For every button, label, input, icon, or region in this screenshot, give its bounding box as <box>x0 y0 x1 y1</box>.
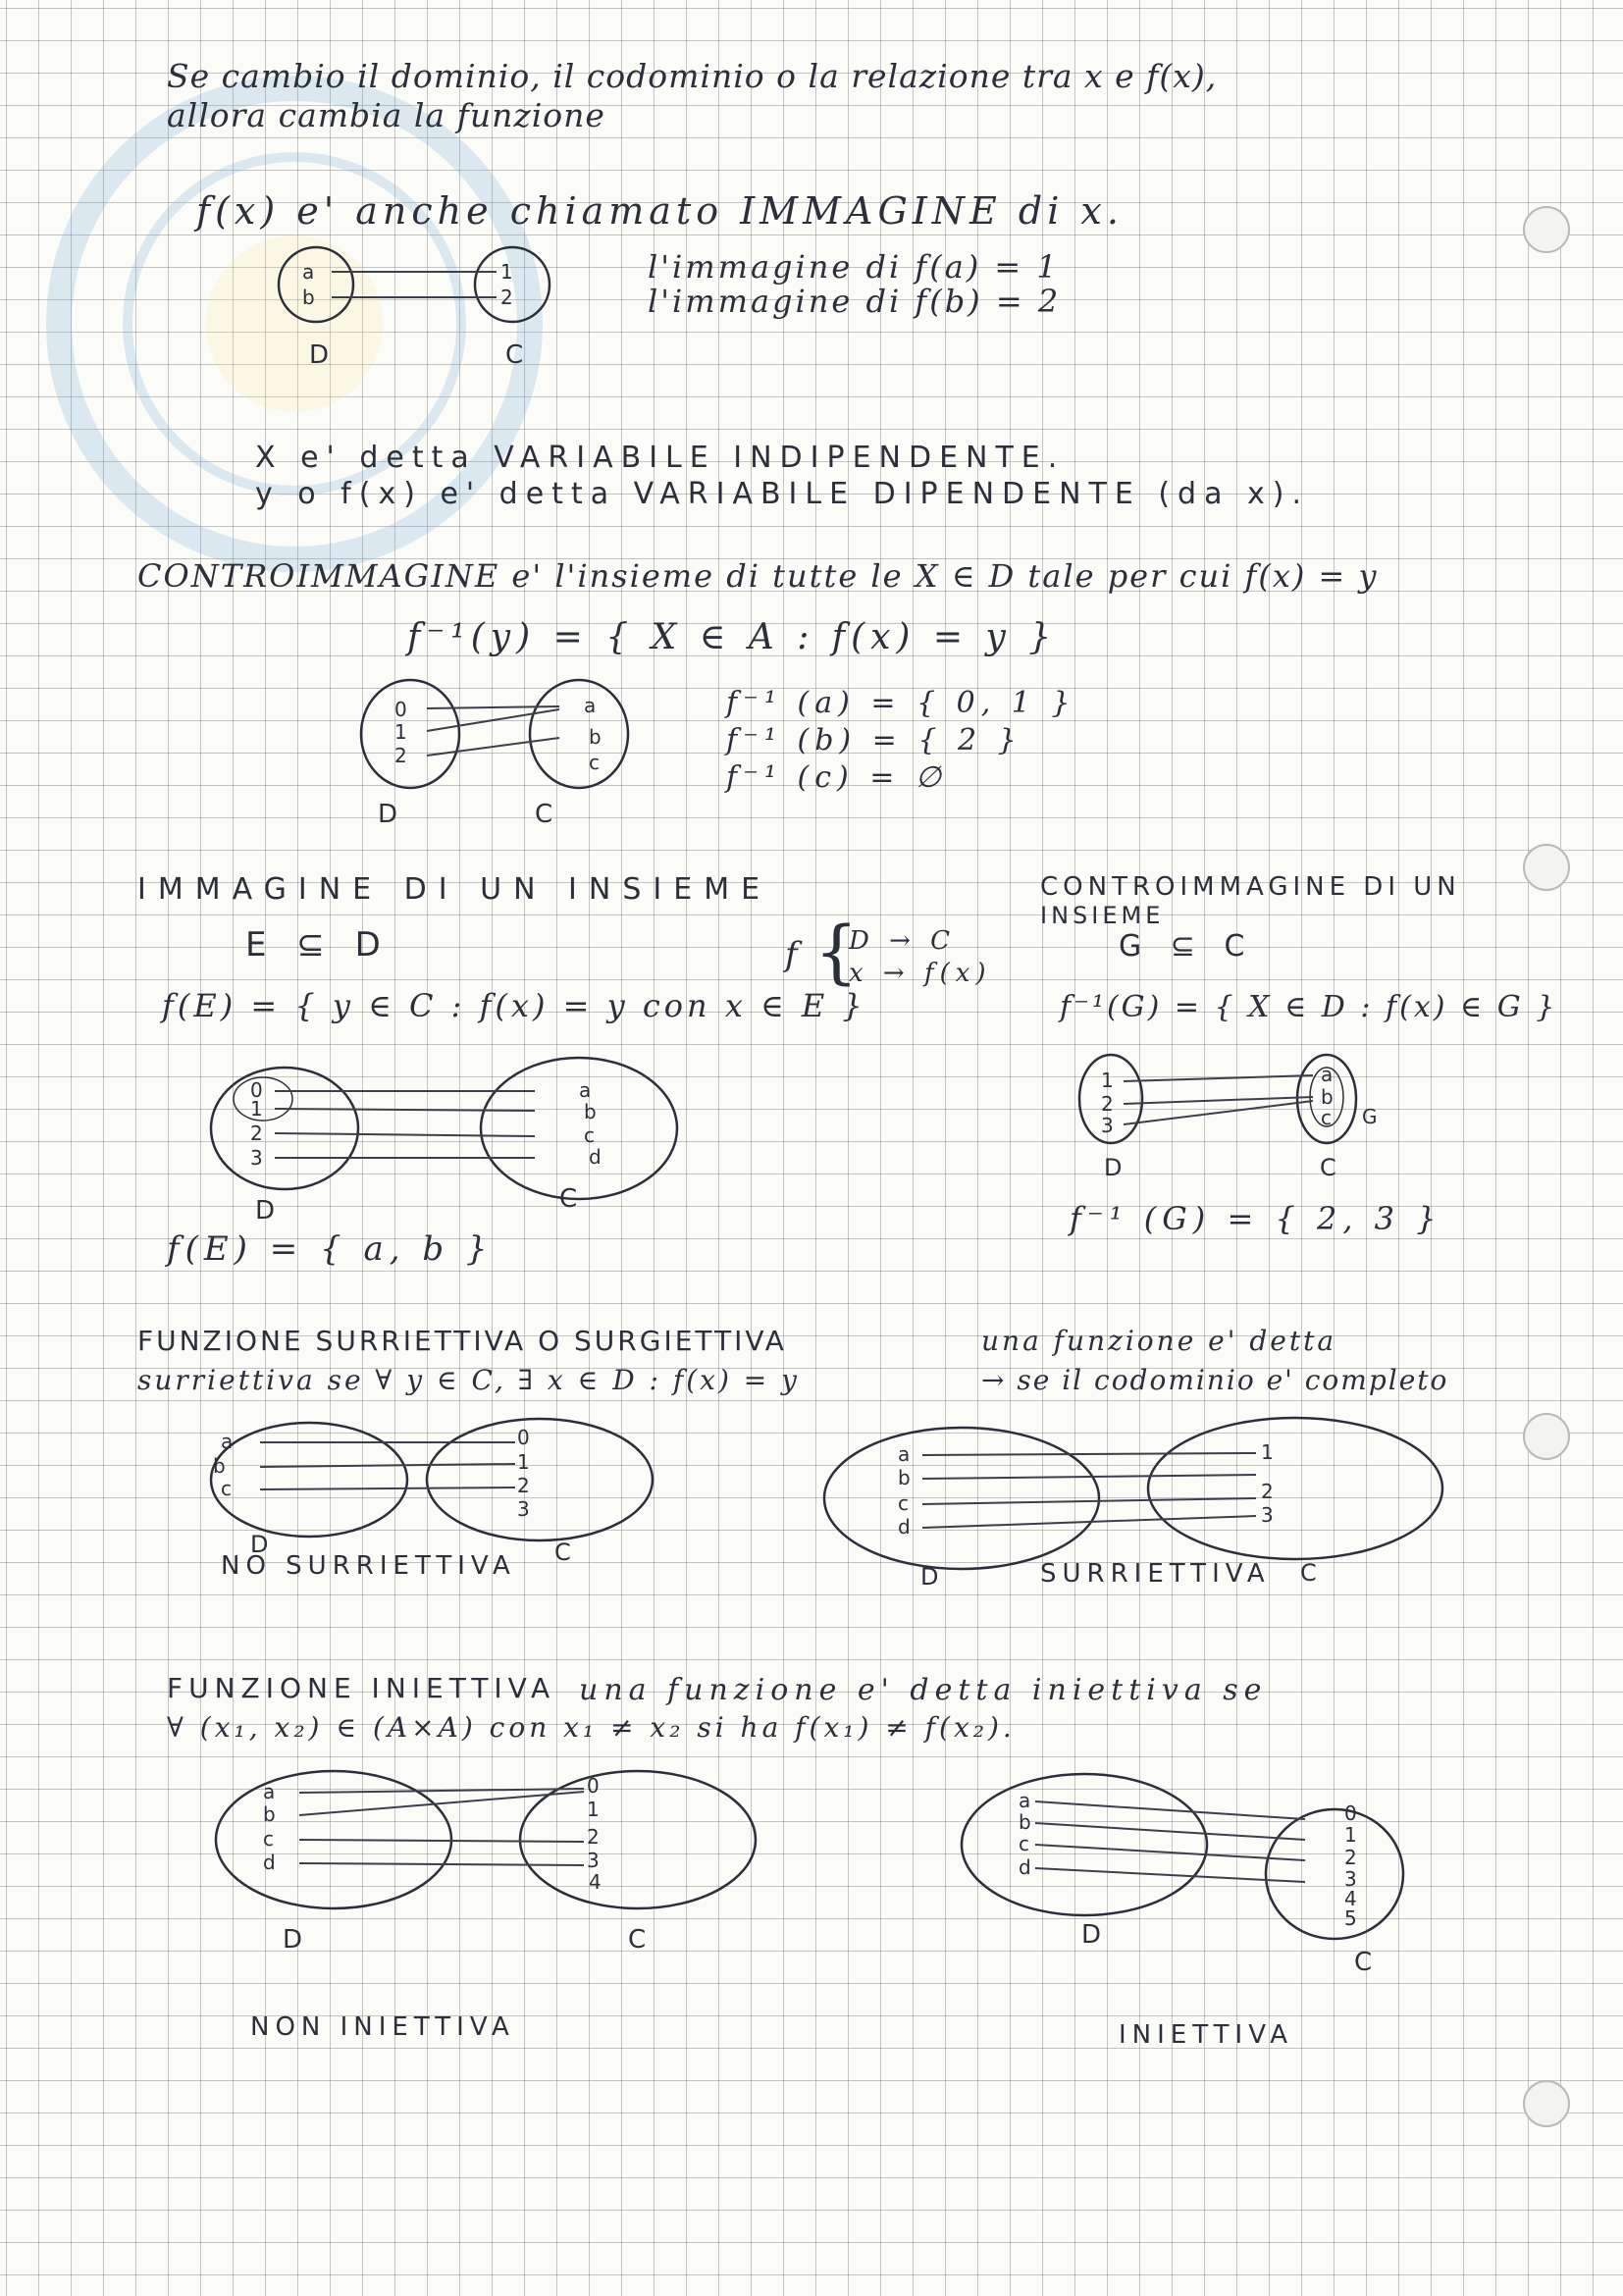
codomain-element: b <box>584 1100 597 1123</box>
controimmagine-row-1: f⁻¹ (a) = { 0, 1 } <box>726 686 1076 720</box>
iniettiva-diagram <box>952 1766 1413 1982</box>
codomain-element: 4 <box>589 1870 602 1894</box>
codomain-element: 3 <box>517 1497 530 1521</box>
codomain-element: 1 <box>500 260 513 284</box>
iniettiva-title: FUNZIONE INIETTIVA <box>167 1672 556 1704</box>
surriettiva-title: FUNZIONE SURRIETTIVA O SURGIETTIVA <box>137 1325 787 1357</box>
intro-line-1: Se cambio il dominio, il codominio o la relazione tra x e f(x), <box>167 57 1218 95</box>
mapping-arrow <box>922 1475 1256 1479</box>
codomain-element: c <box>584 1123 595 1147</box>
codomain-element: 1 <box>1261 1440 1274 1464</box>
function-line-2: x → f(x) <box>849 959 992 988</box>
codomain-element: 0 <box>1344 1801 1357 1825</box>
codomain-label: C <box>628 1925 647 1955</box>
domain-element: 2 <box>250 1122 263 1145</box>
domain-element: b <box>213 1454 226 1478</box>
codomain-set <box>1266 1809 1403 1939</box>
surriettiva-caption: SURRIETTIVA <box>1040 1559 1271 1589</box>
codomain-element: b <box>1321 1085 1334 1109</box>
immagine-insieme-formula: f(E) = { y ∈ C : f(x) = y con x ∈ E } <box>162 987 866 1024</box>
domain-element: 1 <box>394 720 407 744</box>
mapping-arrow <box>299 1840 584 1842</box>
domain-element: 0 <box>394 698 407 721</box>
mapping-arrow <box>922 1498 1256 1504</box>
mapping-arrow <box>275 1109 535 1111</box>
domain-element: c <box>263 1827 274 1851</box>
intro-line-2: allora cambia la funzione <box>167 96 605 134</box>
codomain-set <box>520 1771 756 1908</box>
codomain-set <box>530 680 628 788</box>
codomain-label: C <box>1354 1948 1373 1977</box>
codomain-element: c <box>589 751 600 774</box>
domain-label: D <box>250 1531 269 1558</box>
immagine-insieme-title: IMMAGINE DI UN INSIEME <box>137 872 772 907</box>
mapping-arrow <box>275 1133 535 1136</box>
domain-label: D <box>1104 1154 1123 1181</box>
mapping-arrow <box>1124 1097 1313 1104</box>
iniettiva-caption: INIETTIVA <box>1119 2020 1294 2050</box>
domain-label: D <box>920 1563 939 1591</box>
function-brace: { <box>814 912 859 992</box>
codomain-element: d <box>589 1145 602 1169</box>
codomain-set <box>475 247 550 322</box>
domain-element: a <box>1019 1789 1031 1812</box>
domain-element: a <box>221 1430 234 1453</box>
codomain-element: 2 <box>500 286 513 309</box>
domain-element: d <box>1019 1855 1031 1879</box>
controimmagine-insieme-subset: G ⊆ C <box>1119 929 1255 964</box>
controimmagine-insieme-diagram <box>1070 1050 1423 1187</box>
immagine-diagram <box>265 235 579 373</box>
iniettiva-definition-tail: una funzione e' detta iniettiva se <box>579 1673 1268 1707</box>
mapping-arrow <box>1035 1801 1305 1819</box>
surriettiva-definition: surriettiva se ∀ y ∈ C, ∃ x ∈ D : f(x) = y <box>137 1364 800 1396</box>
domain-label: D <box>309 340 330 370</box>
codomain-label: C <box>535 800 553 829</box>
domain-label: D <box>1081 1920 1102 1950</box>
domain-set <box>824 1428 1099 1569</box>
domain-element: 1 <box>1101 1069 1114 1092</box>
domain-set <box>211 1068 358 1189</box>
controimmagine-formula: f⁻¹(y) = { X ∈ A : f(x) = y } <box>407 617 1058 657</box>
binder-hole-1 <box>1523 206 1570 253</box>
binder-hole-3 <box>1523 1413 1570 1460</box>
domain-set <box>361 680 459 788</box>
non-iniettiva-caption: NON INIETTIVA <box>250 2012 515 2042</box>
codomain-element: a <box>579 1078 592 1102</box>
codomain-element: 5 <box>1344 1906 1357 1930</box>
codomain-element: 0 <box>587 1774 600 1798</box>
function-name: f <box>785 935 804 974</box>
mapping-arrow <box>299 1863 584 1865</box>
non-iniettiva-diagram <box>206 1761 765 1967</box>
domain-element: b <box>302 286 315 309</box>
immagine-insieme-diagram <box>196 1060 707 1226</box>
controimmagine-row-3: f⁻¹ (c) = ∅ <box>726 760 948 795</box>
codomain-label: C <box>505 340 524 370</box>
codomain-element: a <box>584 694 597 717</box>
mapping-arrow <box>260 1464 515 1467</box>
variabile-indipendente: X e' detta VARIABILE INDIPENDENTE. <box>255 441 1066 475</box>
codomain-element: 0 <box>517 1426 530 1449</box>
immagine-definition: f(x) e' anche chiamato IMMAGINE di x. <box>196 189 1124 233</box>
subset-e <box>234 1077 292 1121</box>
codomain-element: 3 <box>587 1849 600 1872</box>
controimmagine-definition: CONTROIMMAGINE e' l'insieme di tutte le X ∈ D tale per cui f(x) = y <box>137 557 1379 595</box>
domain-element: 0 <box>250 1078 263 1102</box>
codomain-element: 2 <box>587 1825 600 1849</box>
domain-element: c <box>898 1491 909 1515</box>
binder-hole-4 <box>1523 2080 1570 2127</box>
mapping-arrow <box>427 706 559 708</box>
codomain-element: 1 <box>587 1798 600 1821</box>
codomain-set <box>1148 1418 1442 1559</box>
mapping-arrow <box>1035 1868 1305 1882</box>
domain-set <box>962 1774 1207 1915</box>
domain-element: b <box>898 1466 911 1489</box>
mapping-arrow <box>299 1789 584 1793</box>
codomain-label: C <box>1300 1559 1317 1587</box>
mapping-arrow <box>427 709 559 731</box>
mapping-arrow <box>1035 1823 1305 1840</box>
domain-element: 2 <box>1101 1092 1114 1116</box>
controimmagine-insieme-title-1: CONTROIMMAGINE DI UN <box>1040 872 1461 902</box>
codomain-element: b <box>589 725 602 749</box>
domain-element: 2 <box>394 744 407 767</box>
codomain-element: 2 <box>1261 1480 1274 1503</box>
controimmagine-insieme-result: f⁻¹ (G) = { 2, 3 } <box>1070 1200 1442 1237</box>
domain-set <box>211 1423 407 1537</box>
controimmagine-insieme-formula: f⁻¹(G) = { X ∈ D : f(x) ∈ G } <box>1060 990 1558 1024</box>
iniettiva-definition: ∀ (x₁, x₂) ∈ (A×A) con x₁ ≠ x₂ si ha f(x₁) ≠ f(x₂). <box>167 1711 1016 1744</box>
domain-set <box>279 247 353 322</box>
codomain-element: 4 <box>1344 1887 1357 1910</box>
controimmagine-diagram <box>353 677 648 834</box>
surriettiva-note: → se il codominio e' completo <box>981 1364 1449 1396</box>
controimmagine-insieme-title-2: INSIEME <box>1040 902 1165 929</box>
domain-element: 1 <box>250 1097 263 1121</box>
controimmagine-row-2: f⁻¹ (b) = { 2 } <box>726 723 1022 757</box>
domain-element: 3 <box>1101 1114 1114 1137</box>
immagine-insieme-subset: E ⊆ D <box>245 925 391 965</box>
codomain-element: 2 <box>1344 1846 1357 1869</box>
codomain-element: 1 <box>1344 1823 1357 1847</box>
mapping-arrow <box>1035 1845 1305 1860</box>
binder-hole-2 <box>1523 844 1570 891</box>
domain-element: d <box>263 1851 276 1874</box>
domain-element: 3 <box>250 1146 263 1170</box>
domain-element: b <box>263 1802 276 1826</box>
domain-element: c <box>1019 1832 1029 1855</box>
function-line-1: D → C <box>849 926 957 956</box>
codomain-label: C <box>559 1184 578 1214</box>
mapping-arrow <box>427 738 559 756</box>
codomain-element: c <box>1321 1106 1332 1129</box>
mapping-arrow <box>1124 1075 1313 1081</box>
domain-element: a <box>898 1442 911 1466</box>
immagine-example-2: l'immagine di f(b) = 2 <box>648 283 1062 320</box>
codomain-element: 1 <box>517 1450 530 1474</box>
subset-label: G <box>1362 1105 1378 1128</box>
domain-element: a <box>263 1780 276 1803</box>
codomain-element: a <box>1321 1063 1334 1086</box>
domain-element: c <box>221 1477 232 1500</box>
domain-label: D <box>255 1196 276 1226</box>
no-surriettiva-caption: NO SURRIETTIVA <box>221 1551 516 1581</box>
codomain-element: 3 <box>1261 1503 1274 1527</box>
variabile-dipendente: y o f(x) e' detta VARIABILE DIPENDENTE (da x). <box>255 477 1310 511</box>
codomain-element: 3 <box>1344 1867 1357 1891</box>
codomain-label: C <box>1320 1154 1336 1181</box>
codomain-set <box>427 1419 653 1540</box>
immagine-insieme-result: f(E) = { a, b } <box>167 1229 494 1269</box>
surriettiva-definition-tail: una funzione e' detta <box>981 1325 1337 1357</box>
domain-label: D <box>283 1925 303 1955</box>
immagine-example-1: l'immagine di f(a) = 1 <box>648 248 1060 286</box>
domain-element: d <box>898 1515 911 1539</box>
domain-label: D <box>378 800 398 829</box>
mapping-arrow <box>260 1487 515 1489</box>
domain-element: b <box>1019 1810 1031 1834</box>
domain-element: a <box>302 260 315 284</box>
mapping-arrow <box>922 1453 1256 1455</box>
mapping-arrow <box>1124 1101 1313 1124</box>
codomain-element: 2 <box>517 1474 530 1497</box>
codomain-label: C <box>554 1539 571 1566</box>
